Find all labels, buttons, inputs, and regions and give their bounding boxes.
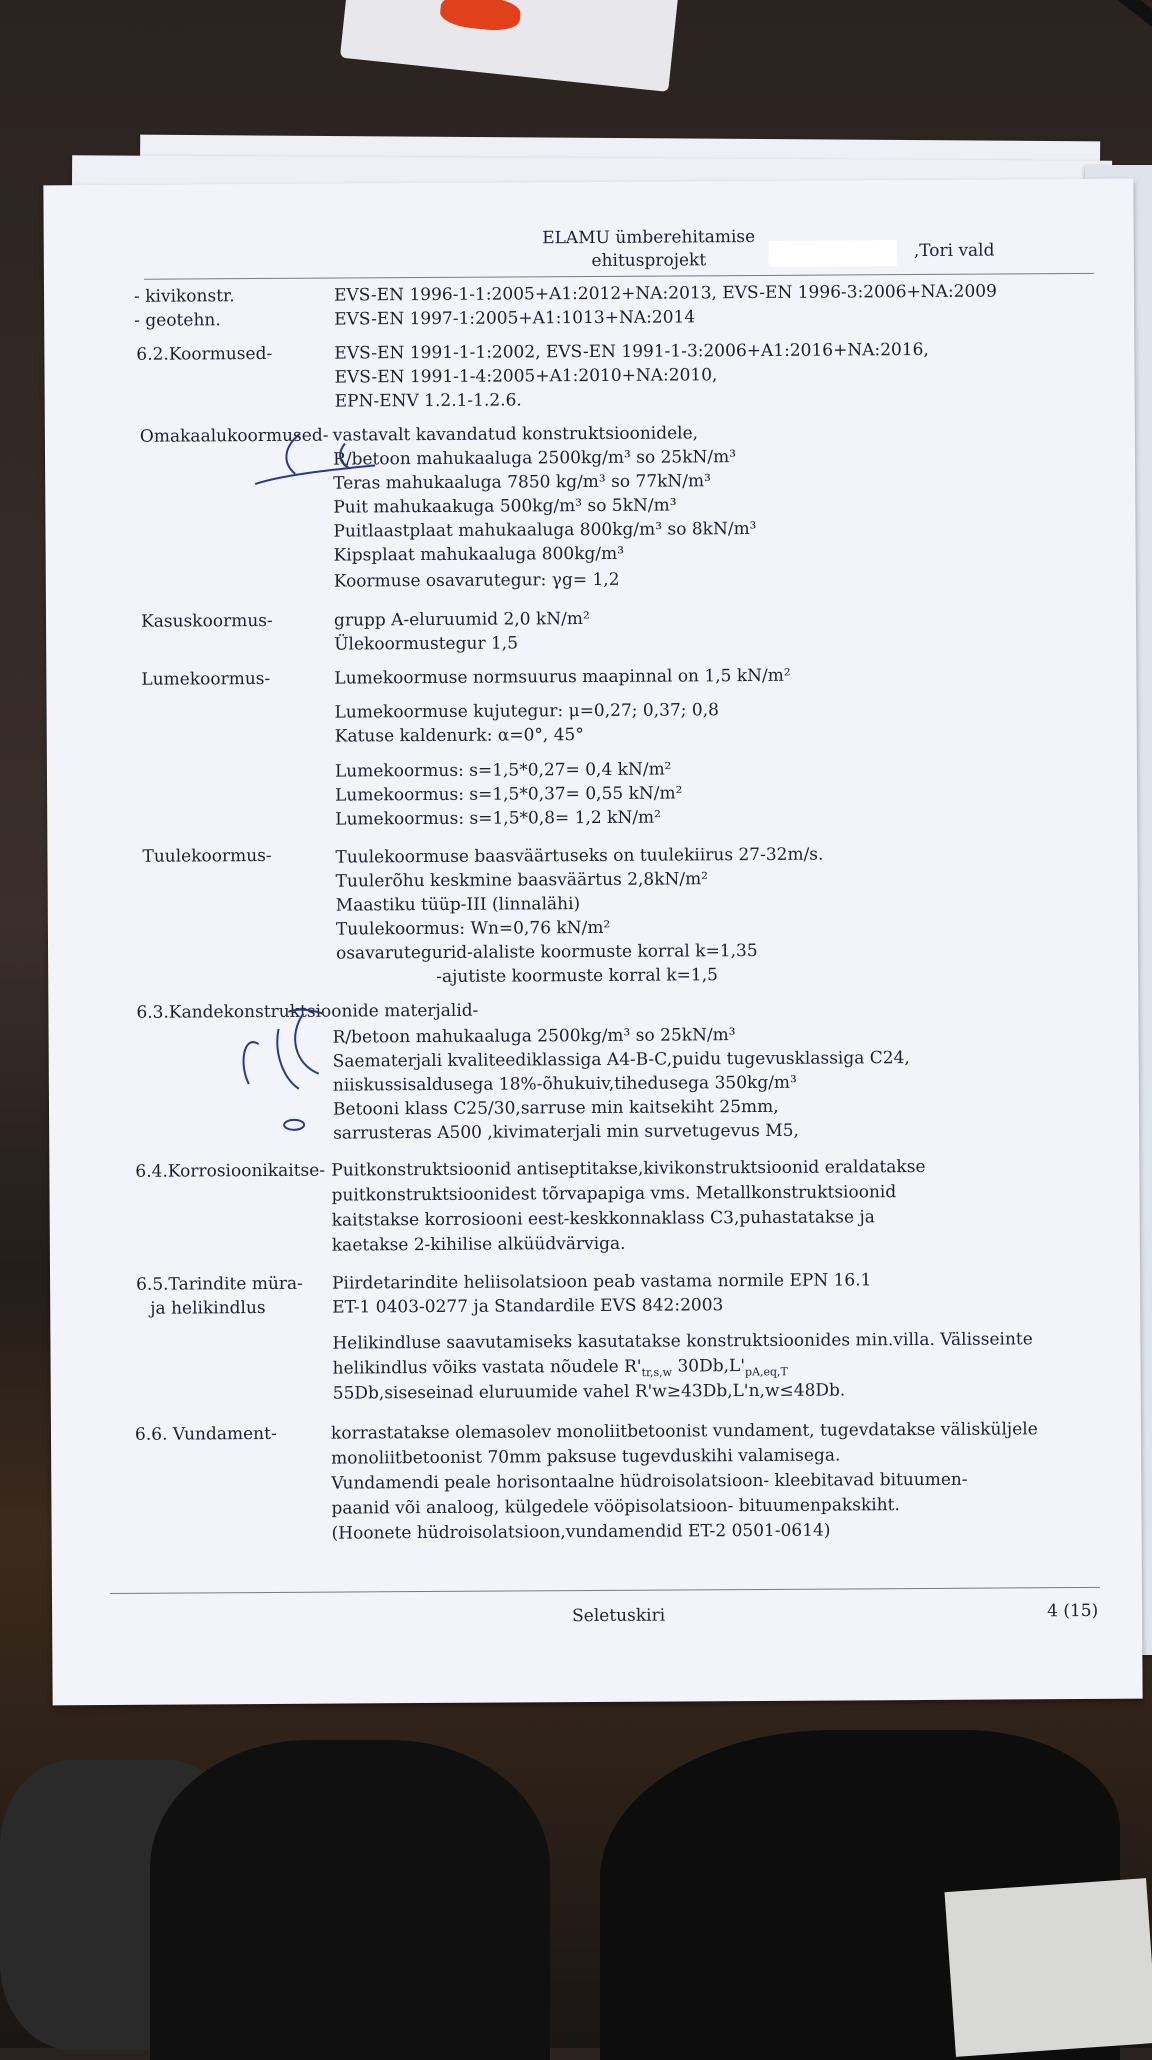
label-vundament: 6.6. Vundament- [134, 1423, 277, 1445]
text-kande-3: niiskussisaldusega 18%-õhukuiv,tihedusega 350kg/m³ [332, 1072, 797, 1096]
text-kivikonstr: EVS-EN 1996-1-1:2005+A1:2012+NA:2013, EVS-EN 1996-3:2006+NA:2009 [333, 281, 997, 306]
page-header [499, 226, 799, 274]
text-kande-1: R/betoon mahukaaluga 2500kg/m³ so 25kN/m³ [332, 1025, 736, 1048]
text-tuule-4: Tuulekoormus: Wn=0,76 kN/m² [335, 917, 611, 940]
label-kasuskoormus: Kasuskoormus- [140, 610, 273, 632]
label-helikindlus: ja helikindlus [150, 1298, 266, 1319]
text-tuule-3: Maastiku tüüp-III (linnalähi) [335, 894, 581, 916]
header-title-line1: ELAMU ümberehitamise [542, 226, 756, 249]
label-omakaalukoormused: Omakaalukoormused- [139, 425, 329, 447]
text-kande-5: sarrusteras A500 ,kivimaterjali min survetugevus M5, [333, 1120, 799, 1144]
header-place: ,Tori vald [913, 240, 995, 262]
text-korro-2: puitkonstruktsioonidest tõrvapapiga vms. Metallkonstruktsioonid [331, 1182, 897, 1206]
text-korro-3: kaitstakse korrosiooni eest-keskkonnaklass C3,puhastatakse ja [331, 1207, 875, 1231]
label-tuulekoormus: Tuulekoormus- [142, 845, 272, 867]
label-geotehn: - geotehn. [134, 310, 221, 331]
text-kasus-1: grupp A-eluruumid 2,0 kN/m² [333, 609, 590, 631]
text-omakaalu-6: Kipsplaat mahukaaluga 800kg/m³ [333, 543, 625, 566]
text-kande-2: Saematerjali kvaliteediklassiga A4-B-C,puidu tugevusklassiga C24, [332, 1048, 910, 1072]
text-omakaalu-5: Puitlaastplaat mahukaaluga 800kg/m³ so 8kN/m³ [333, 518, 757, 542]
label-kandekonstruktsioonide: 6.3.Kandekonstruktsioonide materjalid- [136, 1000, 479, 1023]
text-vund-1: korrastatakse olemasolev monoliitbetoonist vundament, tugevdatakse välisküljele [330, 1419, 1038, 1444]
text-lume-2: Lumekoormuse kujutegur: μ=0,27; 0,37; 0,8 [334, 700, 719, 723]
text-omakaalu-7: Koormuse osavarutegur: γg= 1,2 [333, 569, 620, 592]
text-vund-3: Vundamendi peale horisontaalne hüdroisolatsioon- kleebitavad bituumen- [331, 1469, 968, 1494]
cable [1062, 0, 1152, 49]
text-korro-4: kaetakse 2-kihilise alküüdvärviga. [331, 1233, 626, 1256]
text-korro-1: Puitkonstruktsioonid antiseptitakse,kivikonstruktsioonid eraldatakse [331, 1156, 926, 1181]
text-mura-3: Helikindluse saavutamiseks kasutatakse konstruktsioonides min.villa. Välisseinte [332, 1329, 1033, 1354]
text-koormused-1: EVS-EN 1991-1-1:2002, EVS-EN 1991-1-3:2006+A1:2016+NA:2016, [334, 339, 929, 364]
red-object [439, 0, 522, 33]
text-mura-1: Piirdetarindite heliisolatsioon peab vastama normile EPN 16.1 [332, 1270, 872, 1294]
text-lume-4: Lumekoormus: s=1,5*0,27= 0,4 kN/m² [334, 759, 672, 782]
text-tuule-2: Tuulerõhu keskmine baasväärtus 2,8kN/m² [335, 869, 709, 892]
label-tarindite-mura: 6.5.Tarindite müra- [136, 1273, 303, 1295]
page-number: 4 (15) [1047, 1600, 1099, 1622]
text-mura-4b: 30Db,L' [671, 1356, 746, 1377]
text-mura-4-sub2: pA,eq,T [744, 1365, 788, 1379]
text-lume-3: Katuse kaldenurk: α=0°, 45° [334, 725, 584, 747]
text-mura-5: 55Db,siseseinad eluruumide vahel R'w≥43Db,L'n,w≤48Db. [332, 1380, 846, 1404]
text-lume-5: Lumekoormus: s=1,5*0,37= 0,55 kN/m² [335, 783, 683, 806]
text-mura-2: ET-1 0403-0277 ja Standardile EVS 842:2003 [332, 1295, 724, 1318]
text-tuule-6: -ajutiste koormuste korral k=1,5 [436, 965, 719, 987]
text-koormused-3: EPN-ENV 1.2.1-1.2.6. [334, 390, 522, 412]
text-lume-6: Lumekoormus: s=1,5*0,8= 1,2 kN/m² [335, 807, 662, 830]
text-mura-4a: helikindlus võiks vastata nõudele R' [332, 1356, 642, 1379]
text-tuule-1: Tuulekoormuse baasväärtuseks on tuulekiirus 27-32m/s. [335, 844, 824, 868]
text-koormused-2: EVS-EN 1991-1-4:2005+A1:2010+NA:2010, [334, 365, 718, 388]
cardboard-box [944, 1878, 1152, 2057]
pen-mark-dot [284, 1120, 304, 1130]
text-omakaalu-2: R/betoon mahukaaluga 2500kg/m³ so 25kN/m³ [332, 447, 737, 470]
label-korrosioonikaitse: 6.4.Korrosioonikaitse- [135, 1160, 326, 1182]
paper-object-top [340, 0, 680, 92]
text-omakaalu-1: vastavalt kavandatud konstruktsioonidele, [332, 423, 699, 446]
redaction-box [769, 240, 897, 267]
text-omakaalu-4: Puit mahukaakuga 500kg/m³ so 5kN/m³ [333, 495, 677, 518]
footer-title: Seletuskiri [572, 1605, 666, 1627]
label-lumekoormus: Lumekoormus- [141, 668, 271, 690]
header-title-line2: ehitusprojekt [591, 250, 707, 271]
text-geotehn: EVS-EN 1997-1:2005+A1:1013+NA:2014 [334, 307, 696, 330]
label-koormused: 6.2.Koormused- [136, 343, 273, 365]
text-tuule-5: osavarutegurid-alaliste koormuste korral k=1,35 [336, 940, 758, 964]
text-vund-5: (Hoonete hüdroisolatsioon,vundamendid ET-2 0501-0614) [331, 1520, 831, 1544]
text-vund-4: paanid või analoog, külgedele vööpisolatsioon- bituumenpakskiht. [331, 1495, 900, 1519]
leg-left [150, 1740, 550, 2060]
header-divider [144, 273, 1094, 280]
label-kivikonstr: - kivikonstr. [133, 286, 235, 307]
text-lume-1: Lumekoormuse normsuurus maapinnal on 1,5 kN/m² [334, 665, 791, 689]
text-kande-4: Betooni klass C25/30,sarruse min kaitsekiht 25mm, [332, 1096, 779, 1120]
text-kasus-2: Ülekoormustegur 1,5 [334, 633, 519, 655]
document-page [43, 179, 1142, 1706]
text-omakaalu-3: Teras mahukaaluga 7850 kg/m³ so 77kN/m³ [333, 471, 712, 494]
text-vund-2: monoliitbetoonist 70mm paksuse tugevduskihi valamisega. [331, 1445, 841, 1469]
footer-divider [110, 1587, 1100, 1594]
text-mura-4-sub1: tr,s,w [641, 1365, 673, 1380]
